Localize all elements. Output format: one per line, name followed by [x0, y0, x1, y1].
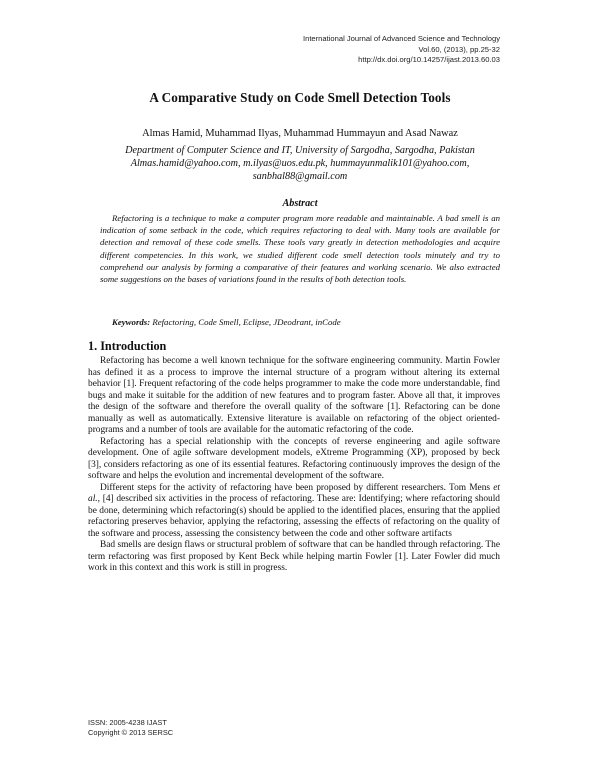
keywords-label: Keywords: [112, 317, 151, 327]
keywords-line [112, 317, 512, 327]
department-line: Department of Computer Science and IT, University of Sargodha, Sargodha, Pakistan [125, 145, 475, 156]
affiliation-block [70, 144, 530, 183]
abstract-text: Refactoring is a technique to make a computer program more readable and maintainable. A bad smell is an indication of some setback in the code, which requires refactoring to deal with. Many tools are available for detection and removal of these code smells. These tools vary greatly in detection methodologies and acquire different competencies. In this work, we studied different code smell detection tools minutely and try to comprehend our analysis by forming a comparative of their features and working scenario. We also extracted some suggestions on the bases of variations found in the results of both detection tools. [100, 213, 500, 285]
page-footer [88, 718, 173, 738]
intro-paragraph-3-etal: et al. [88, 482, 500, 504]
intro-paragraph-4: Bad smells are design flaws or structural problem of software that can be handled through refactoring. The term refactoring was first proposed by Kent Beck while helping martin Fowler [1]. Later Fowler did much work in this context and this work is still in progress. [88, 540, 500, 573]
footer-copyright: Copyright © 2013 SERSC [88, 728, 174, 737]
journal-volume: Vol.60, (2013), pp.25-32 [418, 44, 500, 54]
intro-paragraph-2: Refactoring has a special relationship with the concepts of reverse engineering and agile software development. One of agile software development models, eXtreme Programming (XP), proposed by beck [3], considers refactoring as one of its essential features. Refactoring continuously improves the design of the software and helps the evolution and incremental development of the software. [88, 436, 500, 481]
emails-line-2: sanbhal88@gmail.com [252, 171, 348, 182]
abstract-heading: Abstract [282, 198, 318, 209]
introduction-body [88, 356, 500, 575]
paper-title: A Comparative Study on Code Smell Detection Tools [149, 90, 451, 105]
keywords-text: Refactoring, Code Smell, Eclipse, JDeodrant, inCode [152, 317, 341, 327]
intro-paragraph-3-part-a: Different steps for the activity of refactoring have been proposed by different researchers. Tom Mens [100, 482, 494, 493]
section-heading-introduction: 1. Introduction [88, 339, 167, 353]
emails-line-1: Almas.hamid@yahoo.com, m.ilyas@uos.edu.pk, hummayunmalik101@yahoo.com, [130, 158, 470, 169]
intro-paragraph-3-part-b: , [4] described six activities in the process of refactoring. These are: Identifying; where refactoring should be done, determining which refactoring(s) should be applied to the identified places, ensuring that the applied refactoring preserves behavior, applying the refactoring, assessing the effects of refactoring on the quality of the software and process, assessing the consistency between the code and other software artifacts [88, 494, 500, 539]
footer-issn: ISSN: 2005-4238 IJAST [88, 718, 167, 727]
intro-paragraph-3 [88, 483, 500, 541]
author-list: Almas Hamid, Muhammad Ilyas, Muhammad Hummayun and Asad Nawaz [142, 128, 458, 139]
intro-paragraph-1: Refactoring has become a well known technique for the software engineering community. Martin Fowler has defined it as a process to improve the internal structure of a program without altering its external behavior [1]. Frequent refactoring of the code helps programmer to make the code more understandable, find bugs and make it suitable for the addition of new features and to program faster. Above all that, it improves the design of the software and therefore the overall quality of the software [1]. Refactoring can be done manually as well as automatically. Extensive literature is available on refactoring of the object oriented-programs and a number of tools are available for the automatic refactoring of the code. [88, 356, 500, 435]
journal-doi: http://dx.doi.org/10.14257/ijast.2013.60.03 [358, 55, 500, 64]
journal-name: International Journal of Advanced Science and Technology [302, 34, 500, 43]
journal-header [140, 34, 500, 66]
